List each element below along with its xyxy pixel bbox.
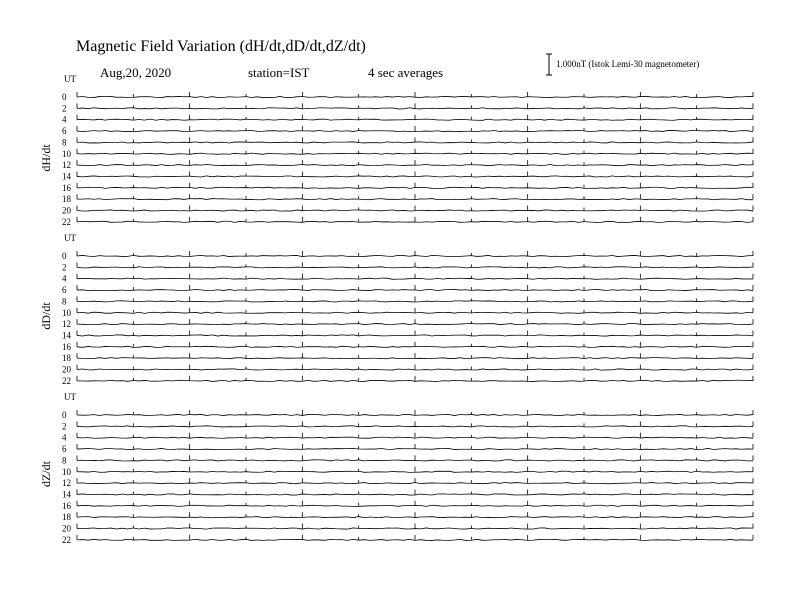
panel-label: dH/dt	[39, 144, 53, 172]
hour-tick-label: 18	[62, 512, 71, 523]
hour-tick-label: 0	[62, 251, 67, 261]
hour-tick-label: 22	[62, 534, 71, 545]
hour-tick-label: 2	[62, 421, 67, 432]
hour-tick-label: 12	[62, 319, 71, 330]
hour-tick-label: 20	[62, 364, 71, 375]
ut-label: UT	[64, 74, 76, 84]
hour-tick-label: 16	[62, 500, 71, 511]
hour-tick-label: 14	[62, 330, 71, 341]
hour-tick-label: 8	[62, 137, 67, 148]
hour-tick-label: 10	[62, 148, 71, 159]
scale-bar-label: 1.000nT (Istok Lemi-30 magnetometer)	[556, 59, 700, 69]
hour-tick-label: 6	[62, 126, 67, 137]
panel-label: dZ/dt	[39, 461, 53, 487]
hour-tick-label: 12	[62, 160, 71, 171]
hour-tick-label: 6	[62, 285, 67, 296]
hour-tick-label: 0	[62, 410, 67, 420]
hour-tick-label: 6	[62, 444, 67, 455]
hour-tick-label: 10	[62, 307, 71, 318]
hour-tick-label: 16	[62, 182, 71, 193]
panel-label: dD/dt	[39, 302, 53, 330]
hour-tick-label: 12	[62, 478, 71, 489]
date-label: Aug,20, 2020	[100, 65, 172, 80]
hour-tick-label: 4	[62, 114, 67, 125]
hour-tick-label: 10	[62, 466, 71, 477]
hour-tick-label: 4	[62, 273, 67, 284]
ut-label: UT	[64, 233, 76, 243]
hour-tick-label: 4	[62, 432, 67, 443]
chart-title: Magnetic Field Variation (dH/dt,dD/dt,dZ/dt)	[76, 38, 366, 55]
hour-tick-label: 22	[62, 216, 71, 227]
hour-tick-label: 14	[62, 489, 71, 500]
hour-tick-label: 8	[62, 455, 67, 466]
ut-label: UT	[64, 392, 76, 402]
hour-tick-label: 2	[62, 262, 67, 273]
station-label: station=IST	[248, 65, 310, 80]
hour-tick-label: 2	[62, 103, 67, 114]
hour-tick-label: 20	[62, 523, 71, 534]
hour-tick-label: 0	[62, 92, 67, 102]
hour-tick-label: 8	[62, 296, 67, 307]
hour-tick-label: 14	[62, 171, 71, 182]
hour-tick-label: 20	[62, 205, 71, 216]
hour-tick-label: 18	[62, 353, 71, 364]
hour-tick-label: 16	[62, 341, 71, 352]
hour-tick-label: 22	[62, 375, 71, 386]
hour-tick-label: 18	[62, 194, 71, 205]
averaging-label: 4 sec averages	[368, 65, 444, 80]
